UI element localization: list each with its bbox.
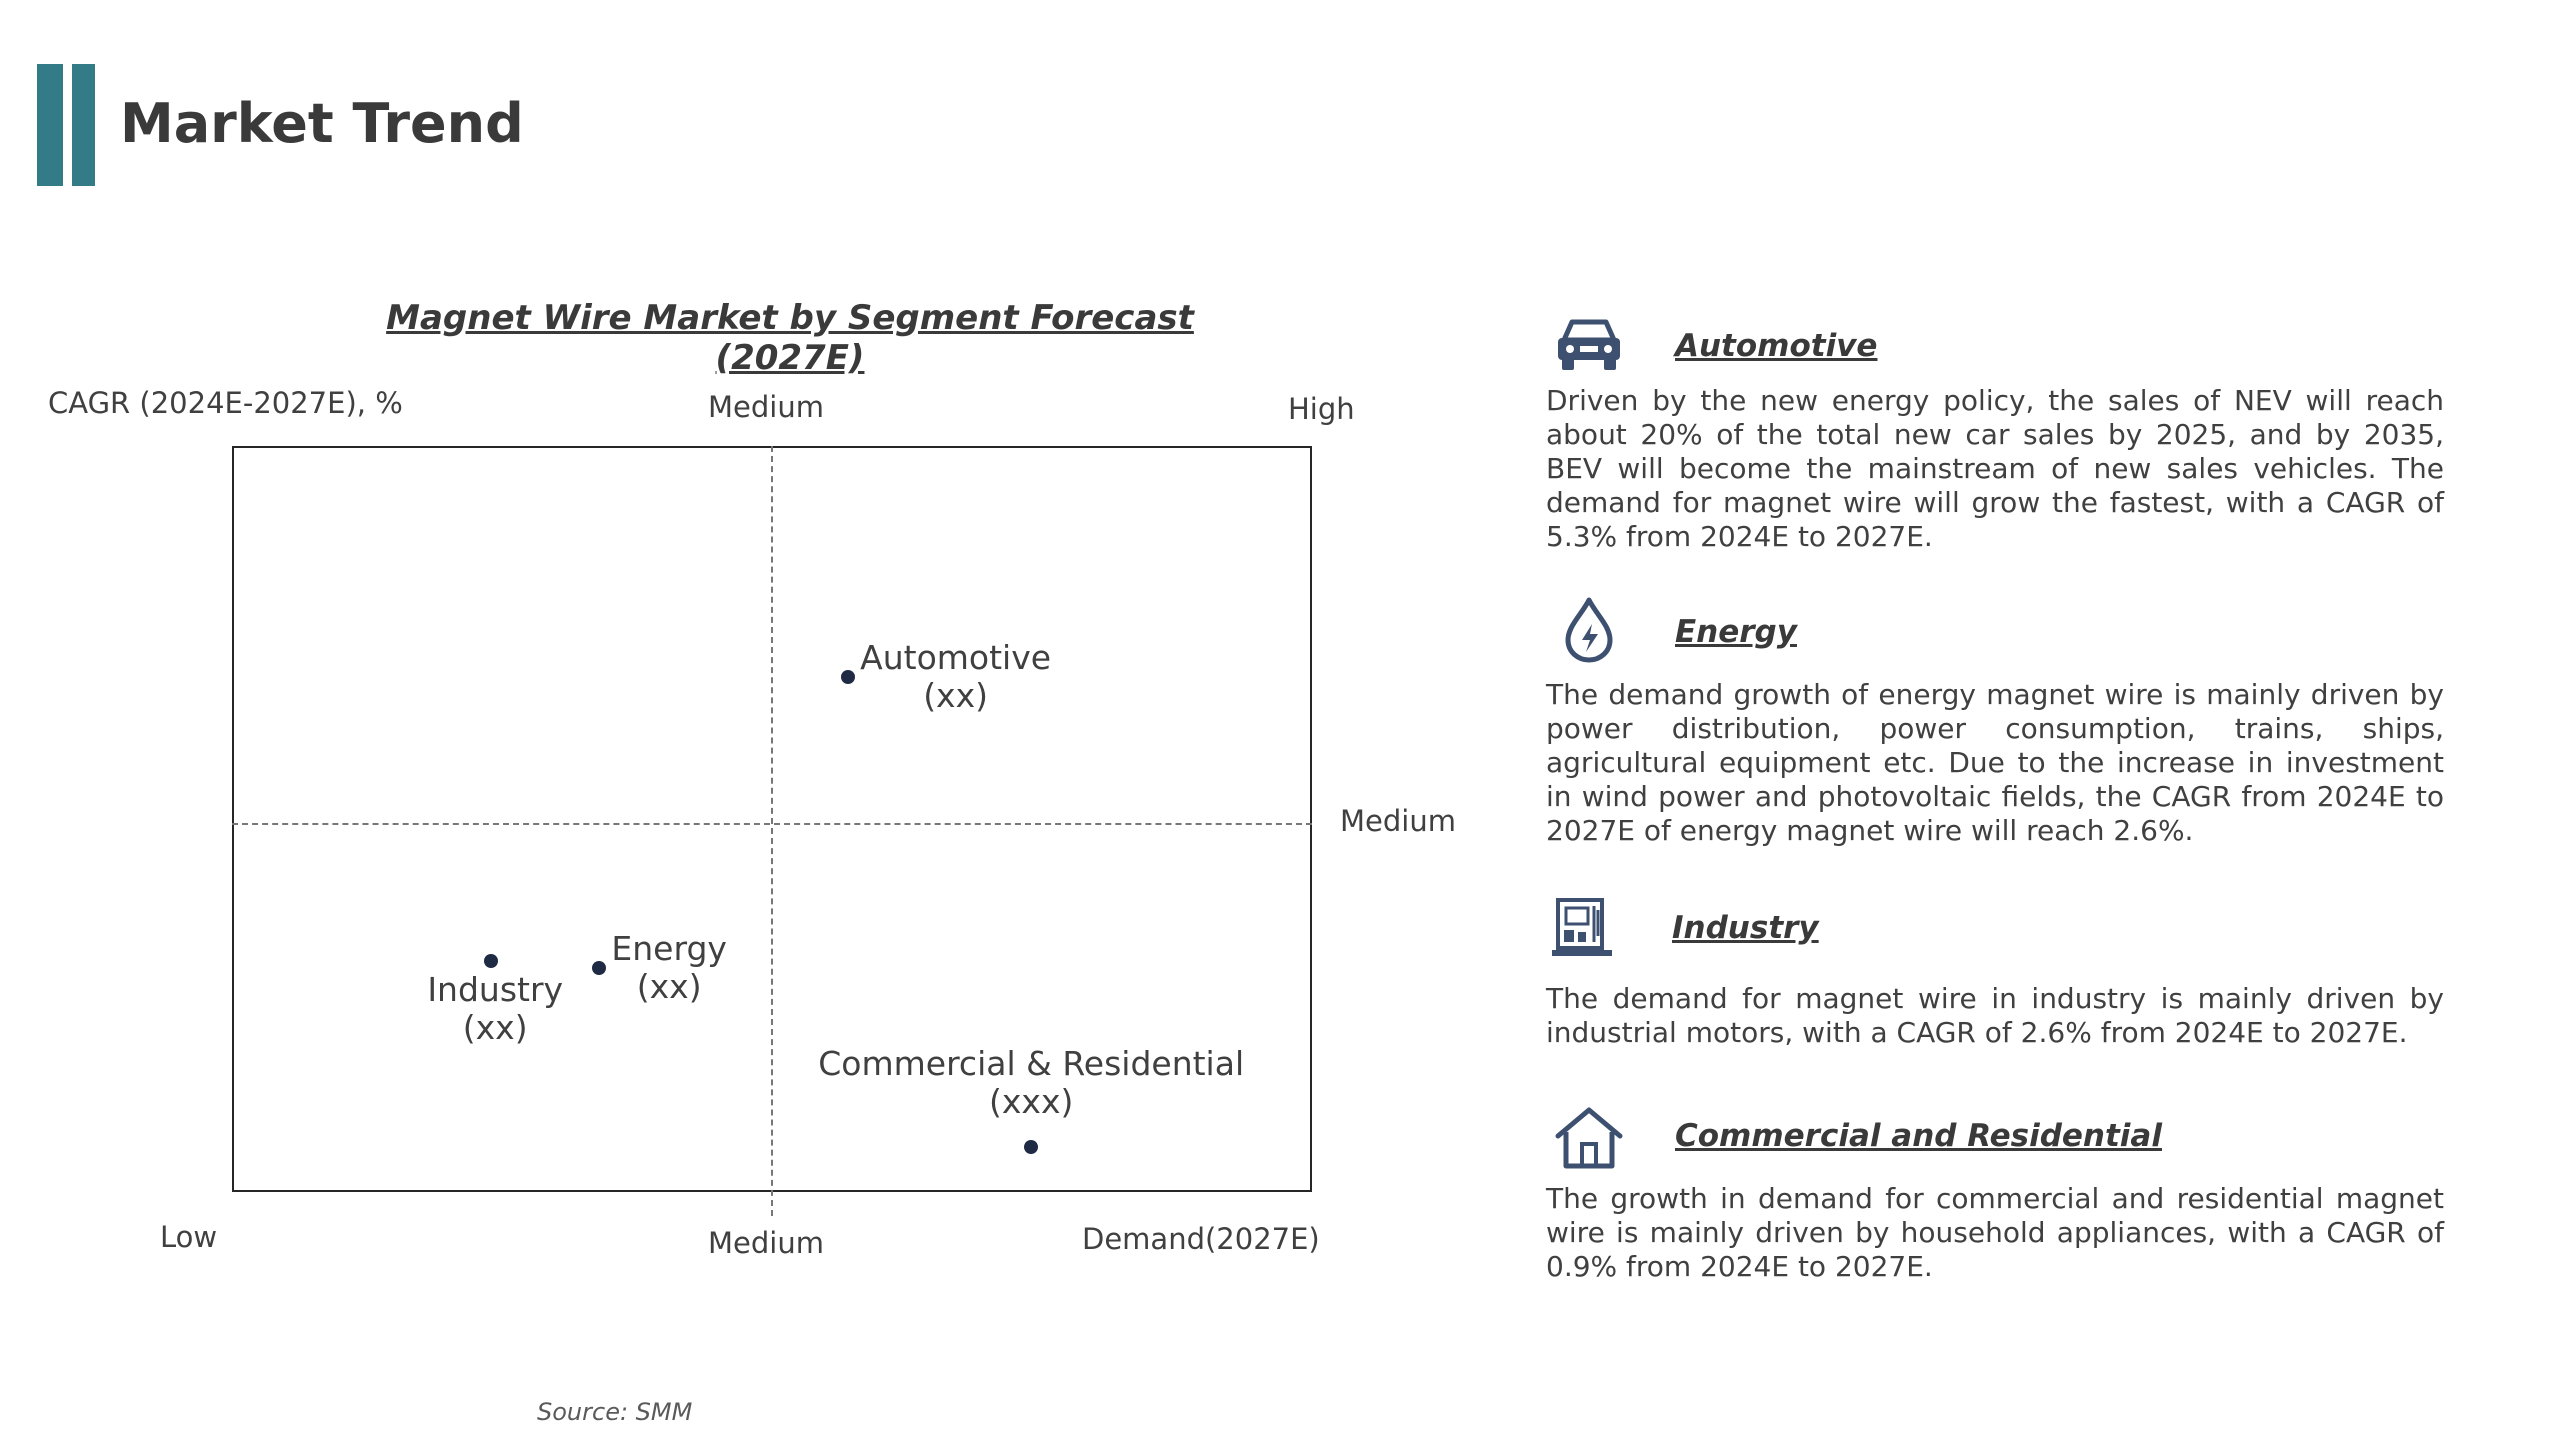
scatter-point-energy: [592, 961, 606, 975]
segment-heading-industry: Industry: [1672, 910, 1819, 946]
title-accent-bar: [72, 64, 95, 186]
point-label-name: Industry: [427, 969, 564, 1009]
scatter-point-commercial-residential: [1024, 1140, 1038, 1154]
segment-text-commercial-residential: The growth in demand for commercial and residential magnet wire is mainly driven by household appliances, with a CAGR of 0.9% from 2024E to 2027E.: [1546, 1182, 2444, 1283]
point-label-value: (xx): [923, 676, 988, 716]
bottom-low-label: Low: [160, 1220, 218, 1254]
point-label-value: (xx): [636, 967, 702, 1007]
segment-heading-automotive: Automotive: [1675, 328, 1878, 364]
segment-text-energy: The demand growth of energy magnet wire is mainly driven by power distribution, power consumption, trains, ships, agricultural equipment etc. Due to the increase in investment in wind power and photovoltaic fields, the CAGR from 2024E to 2027E of energy magnet wire will reach 2.6%.: [1546, 678, 2444, 847]
right-medium-label: Medium: [1340, 804, 1456, 838]
point-label-commercial-residential: [818, 1045, 1244, 1121]
source-note: Source: SMM: [537, 1398, 693, 1426]
bottom-medium-label: Medium: [708, 1226, 824, 1260]
scatter-point-industry: [484, 954, 498, 968]
segment-text-automotive: Driven by the new energy policy, the sales of NEV will reach about 20% of the total new car sales by 2025, and by 2035, BEV will become the mainstream of new sales vehicles. The demand for magnet wire will grow the fastest, with a CAGR of 5.3% from 2024E to 2027E.: [1546, 384, 2444, 553]
y-axis-label: CAGR (2024E-2027E), %: [48, 386, 403, 420]
vertical-divider: [771, 446, 773, 1216]
x-axis-label: Demand(2027E): [1082, 1222, 1320, 1256]
page-title: Market Trend: [120, 92, 524, 155]
scatter-point-automotive: [841, 670, 855, 684]
factory-machine-icon: [1548, 896, 1622, 964]
car-icon: [1552, 310, 1626, 378]
energy-drop-icon: [1552, 596, 1626, 664]
top-high-label: High: [1288, 392, 1355, 426]
point-label-name: Commercial & Residential: [818, 1044, 1245, 1084]
top-medium-label: Medium: [708, 390, 824, 424]
house-icon: [1552, 1104, 1626, 1172]
segment-text-industry: The demand for magnet wire in industry is mainly driven by industrial motors, with a CAGR of 2.6% from 2024E to 2027E.: [1546, 982, 2444, 1049]
point-label-industry: [427, 971, 563, 1047]
chart-title: [300, 298, 1280, 378]
point-label-automotive: [860, 639, 1051, 715]
point-label-value: (xx): [462, 1007, 528, 1047]
segment-heading-commercial-residential: Commercial and Residential: [1675, 1118, 2162, 1154]
title-accent-bar: [37, 64, 63, 186]
chart-title-line-1: Magnet Wire Market by Segment Forecast: [386, 298, 1194, 338]
point-label-name: Energy: [611, 929, 727, 969]
segment-heading-energy: Energy: [1675, 614, 1797, 650]
horizontal-divider: [232, 823, 1312, 825]
point-label-value: (xxx): [989, 1082, 1074, 1122]
point-label-energy: [611, 930, 727, 1006]
point-label-name: Automotive: [860, 638, 1052, 678]
chart-title-line-2: (2027E): [715, 338, 865, 378]
